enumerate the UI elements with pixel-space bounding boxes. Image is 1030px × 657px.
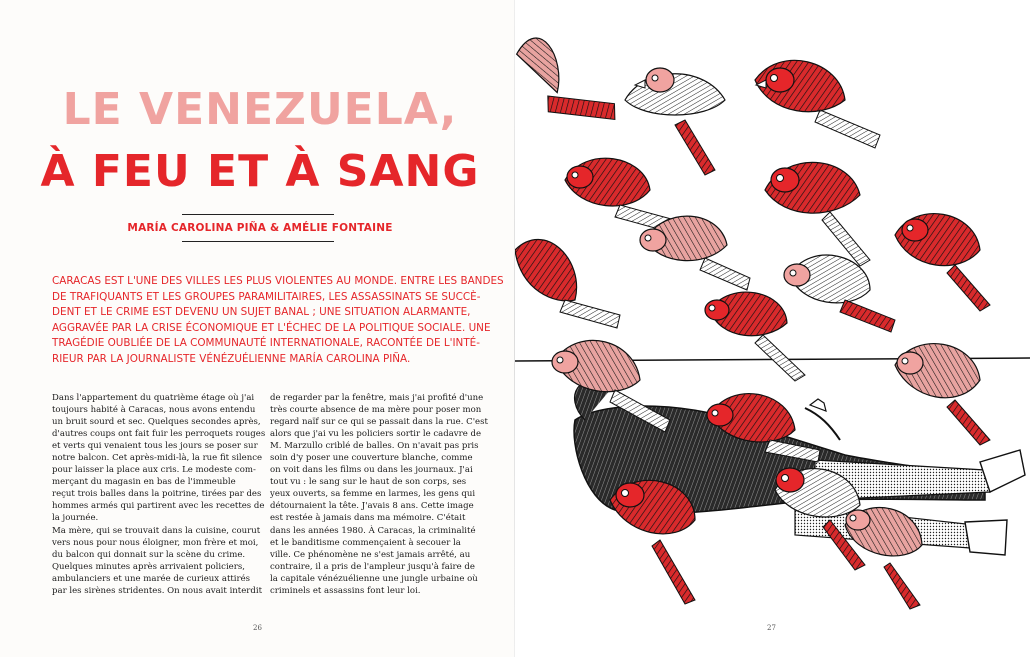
authors-rule-bottom — [182, 241, 334, 242]
right-page — [515, 0, 1030, 657]
body-line: soin d'y poser une couverture blanche, comme — [270, 453, 473, 464]
parrot-icon — [784, 255, 895, 332]
authors-byline: MARÍA CAROLINA PIÑA & AMÉLIE FONTAINE — [127, 222, 393, 234]
body-line: très courte absence de ma mère pour poser mon — [270, 405, 482, 416]
body-line: yeux ouverts, sa femme en larmes, les gens qui — [270, 489, 476, 500]
parrot-icon — [640, 216, 750, 290]
body-line: merçant du magasin en bas de l'immeuble — [52, 477, 236, 488]
title-line-2: À FEU ET À SANG — [40, 146, 480, 197]
body-column-right — [270, 392, 488, 597]
body-line: par les sirènes stridentes. On nous avait interdit — [52, 585, 263, 596]
body-column-left — [52, 392, 266, 597]
parrot-icon — [765, 162, 870, 266]
body-line: tout vu : le sang sur le haut de son corps, ses — [270, 477, 467, 488]
body-line: notre balcon. Cet après-midi-là, la rue fit silence — [52, 453, 263, 464]
body-line: on voit dans les films ou dans les journaux. J'ai — [270, 465, 473, 476]
body-line: et verts qui venaient tous les jours se poser sur — [52, 441, 258, 452]
page-number-left: 26 — [253, 624, 262, 632]
body-line: un bruit sourd et sec. Quelques secondes après, — [52, 417, 261, 428]
body-line: de regarder par la fenêtre, mais j'ai profité d'une — [270, 393, 484, 403]
parrot-icon — [565, 158, 675, 233]
parrot-icon — [755, 60, 880, 148]
parrot-icon — [610, 480, 695, 604]
body-line: la journée. — [52, 513, 99, 524]
parrot-icon — [515, 240, 620, 328]
body-line: Ma mère, qui se trouvait dans la cuisine, courut — [52, 525, 261, 536]
body-line: pour laisser la place aux cris. Le modeste com- — [52, 465, 256, 476]
authors-rule-top — [182, 214, 334, 215]
parrot-icon — [895, 214, 990, 311]
body-line: alors que j'ai vu les policiers sortir le cadavre de — [270, 429, 482, 440]
body-line: ville. Ce phénomène ne s'est jamais arrêté, au — [270, 549, 471, 560]
lede-line: DENT ET LE CRIME EST DEVENU UN SUJET BANAL ; UNE SITUATION ALARMANTE, — [52, 306, 471, 319]
parrots-illustration — [515, 0, 1030, 657]
lede-line: TRAGÉDIE OUBLIÉE DE LA COMMUNAUTÉ INTERNATIONALE, RACONTÉE DE L'INTÉ- — [52, 337, 480, 350]
body-line: détournaient la tête. J'avais 8 ans. Cette image — [270, 501, 474, 512]
parrot-icon — [625, 68, 725, 175]
body-line: criminels et assassins font leur loi. — [270, 585, 421, 596]
body-line: toujours habité à Caracas, nous avons entendu — [52, 405, 256, 416]
title-line-1: LE VENEZUELA, — [62, 84, 458, 135]
body-line: Dans l'appartement du quatrième étage où j'ai — [52, 393, 255, 403]
body-line: dans les années 1980. À Caracas, la criminalité — [270, 525, 476, 536]
body-line: d'autres coups ont fait fuir les perroquets rouges — [52, 429, 266, 440]
body-line: et le banditisme commençaient à secouer la — [270, 537, 461, 548]
lede-line: DE TRAFIQUANTS ET LES GROUPES PARAMILITAIRES, LES ASSASSINATS SE SUCCÈ- — [52, 290, 481, 303]
lede-line: RIEUR PAR LA JOURNALISTE VÉNÉZUÉLIENNE MARÍA CAROLINA PIÑA. — [52, 352, 411, 365]
page-number-right: 27 — [767, 624, 776, 632]
lede-paragraph — [52, 274, 504, 368]
body-line: ambulanciers et une marée de curieux attirés — [52, 573, 251, 584]
body-line: du balcon qui donnait sur la scène du crime. — [52, 549, 246, 560]
body-line: reçut trois balles dans la poitrine, tirées par des — [52, 489, 262, 500]
lede-line: CARACAS EST L'UNE DES VILLES LES PLUS VIOLENTES AU MONDE. ENTRE LES BANDES — [52, 275, 504, 287]
body-line: contraire, il a pris de l'ampleur jusqu'à faire de — [270, 561, 475, 572]
body-line: vers nous pour nous éloigner, mon frère et moi, — [52, 537, 259, 548]
body-line: est restée à jamais dans ma mémoire. C'était — [270, 513, 466, 524]
body-line: regard naïf sur ce qui se passait dans la rue. C'est — [270, 417, 488, 428]
body-line: M. Marzullo criblé de balles. On n'avait pas pris — [270, 441, 479, 452]
body-line: Quelques minutes après arrivaient policiers, — [52, 561, 245, 572]
parrot-icon — [705, 292, 805, 381]
lede-line: AGGRAVÉE PAR LA CRISE ÉCONOMIQUE ET L'ÉCHEC DE LA POLITIQUE SOCIALE. UNE — [52, 321, 491, 334]
body-line: hommes armés qui partirent avec les recettes de — [52, 501, 265, 512]
parrot-icon — [515, 20, 620, 144]
body-line: la capitale vénézuélienne une jungle urbaine où — [270, 573, 478, 584]
